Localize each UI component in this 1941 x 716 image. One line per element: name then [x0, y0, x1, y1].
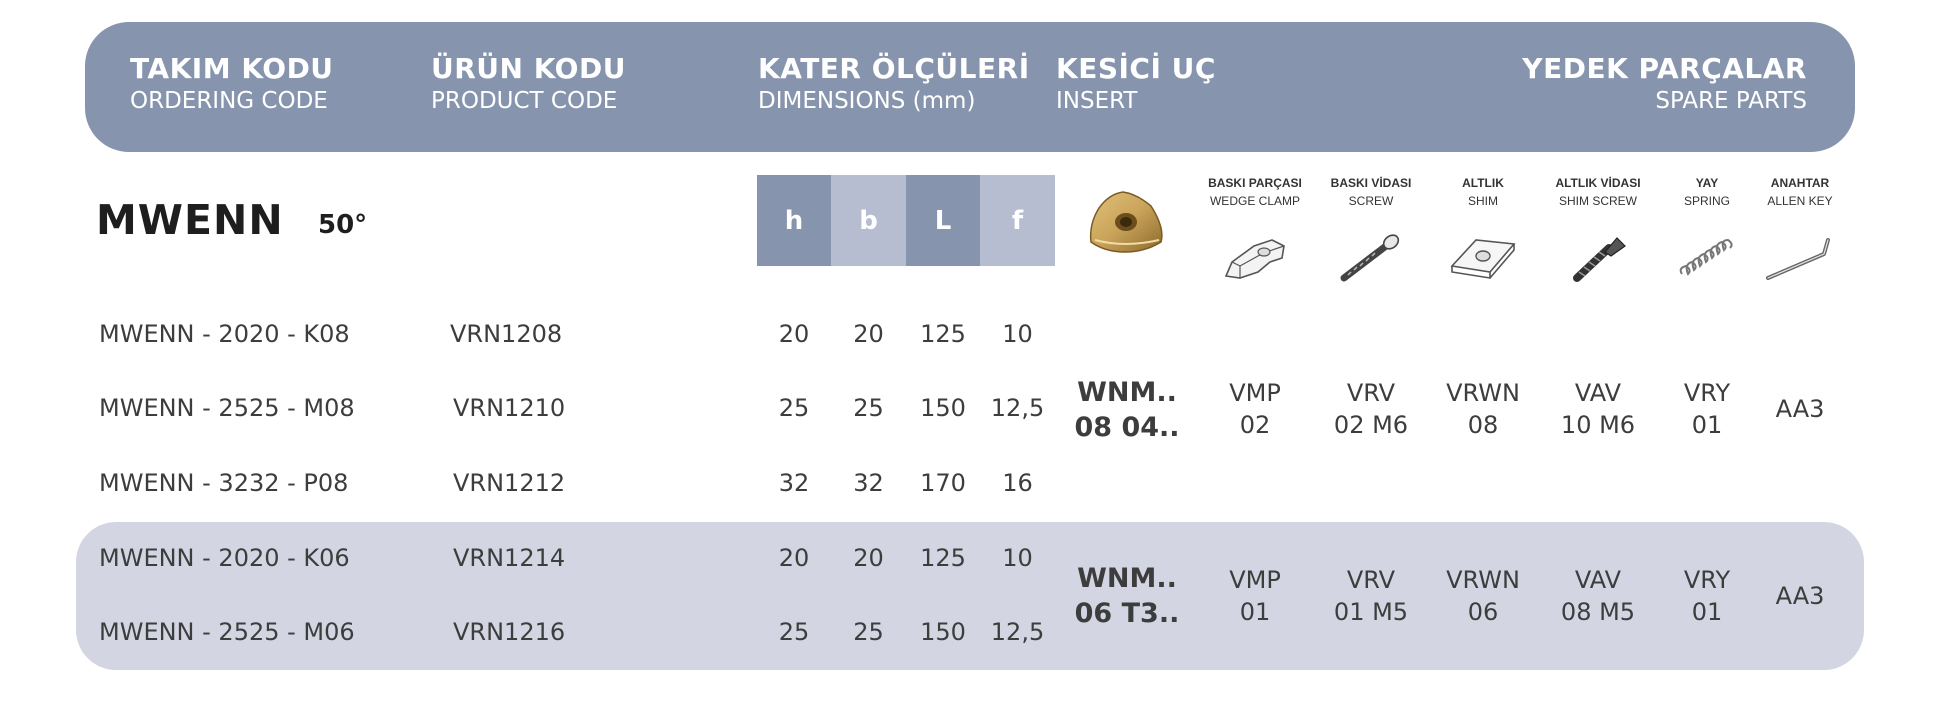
row-5-b: 25: [853, 618, 884, 646]
group-2-insert-line1: WNM..: [1077, 563, 1177, 594]
spare-label-shim-en: SHIM: [1468, 194, 1498, 208]
group-1-shim-screw-1: VAV: [1574, 379, 1622, 407]
spare-label-spring-en: SPRING: [1683, 194, 1730, 208]
header-product-en: PRODUCT CODE: [431, 88, 618, 114]
row-3-product-code: VRN1212: [453, 469, 566, 497]
wedge-clamp-icon: [1220, 232, 1290, 288]
group-1-shim-screw-2: 10 M6: [1560, 411, 1636, 439]
row-4-l: 125: [920, 544, 966, 572]
shim-screw-icon: [1567, 232, 1633, 288]
spare-label-clamp-en: WEDGE CLAMP: [1209, 194, 1300, 208]
group-2-spring-2: 01: [1691, 598, 1723, 626]
group-1-spring: [1667, 377, 1747, 441]
group-1-spring-1: VRY: [1683, 379, 1731, 407]
row-3-ordering-code: MWENN - 3232 - P08: [99, 469, 349, 497]
spare-label-screw: [1321, 174, 1421, 210]
row-1-l: 125: [920, 320, 966, 348]
spare-label-key-en: ALLEN KEY: [1767, 194, 1833, 208]
header-ordering-tr: TAKIM KODU: [130, 52, 334, 85]
header-spare-en: SPARE PARTS: [1655, 88, 1807, 114]
group-2-spring: [1667, 564, 1747, 628]
row-5-product-code: VRN1216: [453, 618, 566, 646]
group-2-clamp-2: 01: [1239, 598, 1271, 626]
row-4-product-code: VRN1214: [453, 544, 566, 572]
row-3-h: 32: [778, 469, 810, 497]
row-1-product-code: VRN1208: [450, 320, 563, 348]
spare-label-shim-screw-tr: ALTLIK VİDASI: [1555, 176, 1641, 190]
row-1-b: 20: [853, 320, 884, 348]
row-3-b: 32: [853, 469, 884, 497]
group-1-shim-screw: [1548, 377, 1648, 441]
row-4-b: 20: [853, 544, 884, 572]
header-insert-tr: KESİCİ UÇ: [1056, 52, 1216, 85]
group-1-shim-1: VRWN: [1446, 379, 1520, 407]
group-1-clamp-2: 02: [1239, 411, 1271, 439]
group-1-screw-1: VRV: [1346, 379, 1396, 407]
spare-label-screw-tr: BASKI VİDASI: [1330, 176, 1412, 190]
product-angle: 50°: [318, 210, 368, 240]
header-insert: [1056, 52, 1216, 116]
group-1-insert: [1062, 375, 1192, 445]
dim-label-b: b: [831, 175, 906, 266]
dim-label-h: h: [757, 175, 831, 266]
header-spare-tr: YEDEK PARÇALAR: [1522, 52, 1807, 85]
header-product-code: [431, 52, 626, 116]
group-2-shim-screw-2: 08 M5: [1560, 598, 1636, 626]
spare-label-shim: [1433, 174, 1533, 210]
group-2-screw-1: VRV: [1346, 566, 1396, 594]
group-1-key: AA3: [1775, 395, 1825, 423]
header-dims-en: DIMENSIONS (mm): [758, 88, 976, 114]
spare-label-key: [1760, 174, 1840, 210]
row-1-f: 10: [1002, 320, 1033, 348]
row-3-l: 170: [920, 469, 966, 497]
group-2-shim-screw: [1548, 564, 1648, 628]
header-dims-tr: KATER ÖLÇÜLERİ: [758, 52, 1030, 85]
group-2-screw-2: 01 M5: [1333, 598, 1409, 626]
group-2-insert: [1062, 561, 1192, 631]
row-2-b: 25: [853, 394, 884, 422]
screw-icon: [1336, 232, 1406, 288]
row-5-l: 150: [920, 618, 966, 646]
spare-label-screw-en: SCREW: [1348, 194, 1394, 208]
group-2-shim: [1433, 564, 1533, 628]
row-2-product-code: VRN1210: [453, 394, 566, 422]
row-5-h: 25: [778, 618, 810, 646]
dim-label-f: f: [980, 175, 1055, 266]
insert-icon: [1085, 188, 1167, 260]
spare-label-key-tr: ANAHTAR: [1770, 176, 1830, 190]
spare-label-shim-screw-en: SHIM SCREW: [1559, 194, 1637, 208]
group-1-insert-line1: WNM..: [1077, 377, 1177, 408]
header-ordering-code: [130, 52, 334, 116]
group-2-shim-2: 06: [1467, 598, 1499, 626]
header-spare-parts: [1522, 52, 1807, 116]
row-4-ordering-code: MWENN - 2020 - K06: [99, 544, 350, 572]
header-ordering-en: ORDERING CODE: [130, 88, 328, 114]
product-title: MWENN: [96, 196, 284, 244]
header-product-tr: ÜRÜN KODU: [431, 52, 626, 85]
spare-label-shim-tr: ALTLIK: [1462, 176, 1504, 190]
group-2-key: AA3: [1775, 582, 1825, 610]
group-2-insert-line2: 06 T3..: [1074, 598, 1180, 629]
group-1-shim: [1433, 377, 1533, 441]
group-2-spring-1: VRY: [1683, 566, 1731, 594]
dim-label-l: L: [906, 175, 980, 266]
row-2-h: 25: [778, 394, 810, 422]
spare-label-clamp-tr: BASKI PARÇASI: [1208, 176, 1302, 190]
row-5-ordering-code: MWENN - 2525 - M06: [99, 618, 355, 646]
row-2-f: 12,5: [990, 394, 1045, 422]
row-2-l: 150: [920, 394, 966, 422]
group-1-screw-2: 02 M6: [1333, 411, 1409, 439]
header-insert-en: INSERT: [1056, 88, 1138, 114]
group-2-clamp-1: VMP: [1229, 566, 1281, 594]
row-1-ordering-code: MWENN - 2020 - K08: [99, 320, 350, 348]
spare-label-spring-tr: YAY: [1695, 176, 1719, 190]
row-3-f: 16: [1002, 469, 1033, 497]
spare-label-spring: [1667, 174, 1747, 210]
spare-label-shim-screw: [1548, 174, 1648, 210]
group-2-shim-1: VRWN: [1446, 566, 1520, 594]
group-2-screw: [1321, 564, 1421, 628]
row-4-h: 20: [778, 544, 810, 572]
spare-label-clamp: [1205, 174, 1305, 210]
header-dimensions: [758, 52, 1030, 116]
shim-icon: [1446, 232, 1520, 288]
group-1-clamp: [1205, 377, 1305, 441]
row-5-f: 12,5: [990, 618, 1045, 646]
group-1-spring-2: 01: [1691, 411, 1723, 439]
group-1-shim-2: 08: [1467, 411, 1499, 439]
group-1-insert-line2: 08 04..: [1074, 412, 1180, 443]
table-header: [85, 22, 1855, 152]
group-1-clamp-1: VMP: [1229, 379, 1281, 407]
allen-key-icon: [1764, 234, 1834, 288]
row-4-f: 10: [1002, 544, 1033, 572]
row-2-ordering-code: MWENN - 2525 - M08: [99, 394, 355, 422]
group-2-shim-screw-1: VAV: [1574, 566, 1622, 594]
row-1-h: 20: [778, 320, 810, 348]
group-2-clamp: [1205, 564, 1305, 628]
group-1-screw: [1321, 377, 1421, 441]
spring-icon: [1676, 234, 1738, 288]
